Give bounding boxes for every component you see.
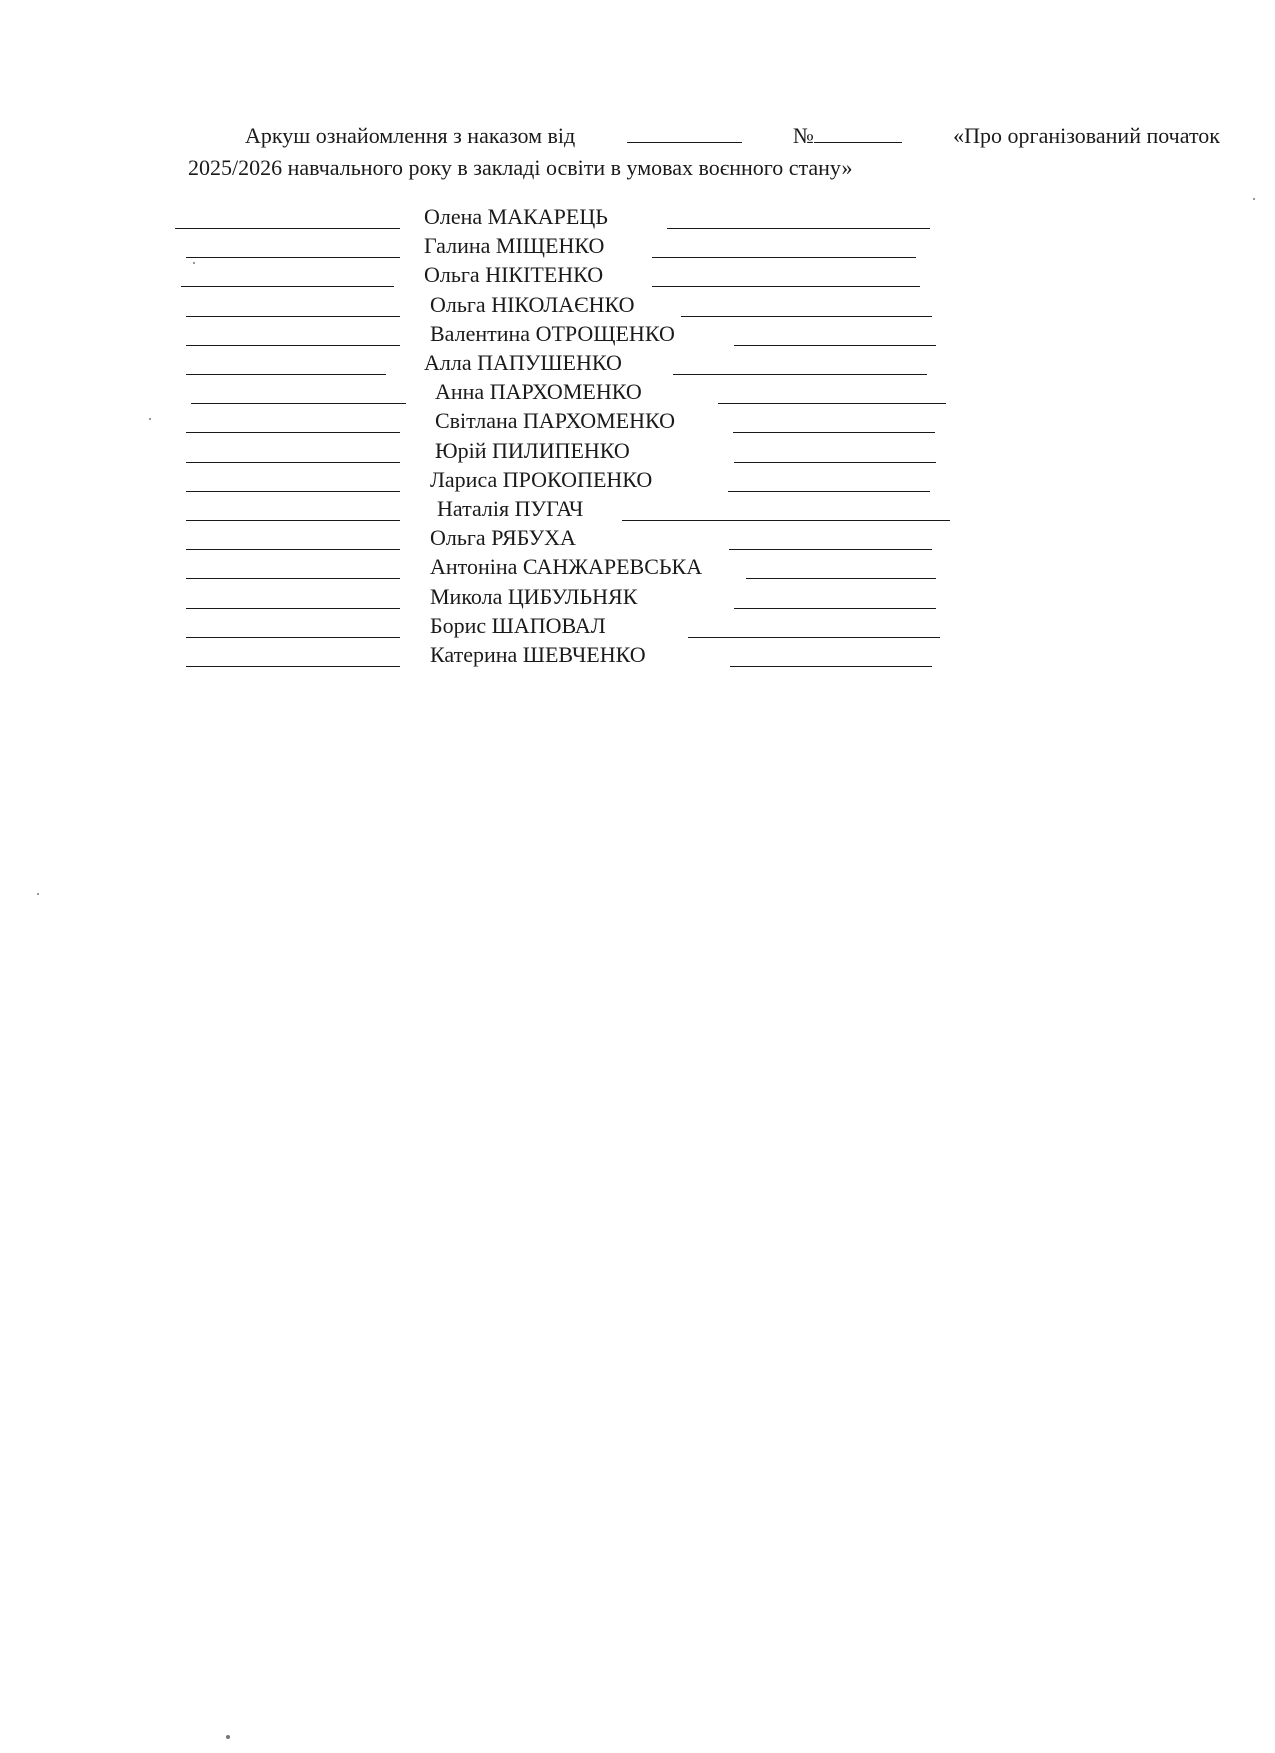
signature-line-right[interactable]	[734, 608, 936, 609]
employee-first-name: Ольга	[430, 292, 486, 317]
employee-first-name: Борис	[430, 613, 487, 638]
employee-name	[424, 261, 603, 289]
signature-line-left[interactable]	[186, 257, 400, 258]
employee-last-name: МАКАРЕЦЬ	[487, 204, 608, 229]
employee-first-name: Антоніна	[430, 554, 518, 579]
employee-first-name: Ольга	[424, 262, 480, 287]
employee-name	[430, 291, 635, 319]
employee-last-name: ЦИБУЛЬНЯК	[507, 584, 638, 609]
signature-line-left[interactable]	[186, 549, 400, 550]
employee-last-name: НІКОЛАЄНКО	[491, 292, 635, 317]
heading-text-acknowledgement: Аркуш ознайомлення з наказом від	[245, 123, 576, 148]
signature-line-right[interactable]	[734, 345, 936, 346]
employee-last-name: РЯБУХА	[491, 525, 576, 550]
employee-name	[430, 466, 652, 494]
signature-line-left[interactable]	[191, 403, 406, 404]
order-number-group	[793, 120, 902, 152]
signature-line-right[interactable]	[673, 374, 927, 375]
employee-first-name: Микола	[430, 584, 503, 609]
signature-line-right[interactable]	[652, 257, 916, 258]
heading-order-title-start: «Про організований початок	[953, 123, 1220, 148]
signature-line-left[interactable]	[186, 316, 400, 317]
scan-speck	[193, 262, 195, 264]
employee-name	[435, 437, 630, 465]
employee-first-name: Світлана	[435, 408, 518, 433]
employee-last-name: ШАПОВАЛ	[491, 613, 606, 638]
signature-line-right[interactable]	[718, 403, 946, 404]
employee-name	[430, 583, 637, 611]
employee-first-name: Наталія	[437, 496, 510, 521]
signature-line-right[interactable]	[652, 286, 920, 287]
signature-line-left[interactable]	[186, 345, 400, 346]
employee-last-name: ПАРХОМЕНКО	[489, 379, 642, 404]
signature-line-left[interactable]	[186, 608, 400, 609]
signature-line-left[interactable]	[186, 374, 386, 375]
scan-speck	[149, 418, 151, 420]
employee-last-name: ПИЛИПЕНКО	[492, 438, 630, 463]
employee-first-name: Анна	[435, 379, 485, 404]
signature-line-right[interactable]	[730, 666, 932, 667]
employee-first-name: Галина	[424, 233, 491, 258]
employee-name	[424, 349, 622, 377]
signature-line-right[interactable]	[733, 432, 935, 433]
scan-speck	[1253, 198, 1255, 200]
employee-last-name: ПРОКОПЕНКО	[502, 467, 653, 492]
employee-first-name: Алла	[424, 350, 472, 375]
employee-name	[435, 378, 642, 406]
employee-name	[430, 612, 606, 640]
employee-name	[430, 320, 675, 348]
employee-last-name: ОТРОЩЕНКО	[535, 321, 675, 346]
employee-first-name: Юрій	[435, 438, 487, 463]
signature-line-left[interactable]	[186, 432, 400, 433]
employee-first-name: Лариса	[430, 467, 498, 492]
employee-name	[424, 203, 608, 231]
order-number-blank-field[interactable]	[814, 124, 902, 143]
employee-name	[430, 553, 702, 581]
signature-line-left[interactable]	[181, 286, 394, 287]
employee-first-name: Ольга	[430, 525, 486, 550]
employee-last-name: МІЩЕНКО	[495, 233, 605, 258]
signature-line-left[interactable]	[186, 462, 400, 463]
scan-speck	[226, 1735, 230, 1739]
date-blank-field[interactable]	[627, 124, 742, 143]
employee-first-name: Катерина	[430, 642, 518, 667]
employee-last-name: САНЖАРЕВСЬКА	[522, 554, 703, 579]
scan-speck	[37, 893, 39, 895]
employee-last-name: ПАПУШЕНКО	[477, 350, 622, 375]
signature-line-right[interactable]	[667, 228, 930, 229]
signature-line-left[interactable]	[186, 520, 400, 521]
employee-last-name: ПАРХОМЕНКО	[523, 408, 676, 433]
signature-line-left[interactable]	[175, 228, 400, 229]
signature-line-right[interactable]	[746, 578, 936, 579]
signature-line-right[interactable]	[728, 491, 930, 492]
employee-name	[430, 641, 646, 669]
employee-name	[435, 407, 675, 435]
signature-line-left[interactable]	[186, 666, 400, 667]
signature-line-right[interactable]	[729, 549, 932, 550]
heading-line-2: 2025/2026 навчального року в закладі освіти в умовах воєнного стану»	[188, 155, 853, 180]
employee-name	[437, 495, 583, 523]
signature-line-left[interactable]	[186, 637, 400, 638]
number-sign: №	[792, 123, 814, 148]
signature-line-right[interactable]	[681, 316, 932, 317]
employee-name	[424, 232, 604, 260]
employee-name	[430, 524, 576, 552]
signature-line-left[interactable]	[186, 578, 400, 579]
employee-last-name: НІКІТЕНКО	[485, 262, 604, 287]
employee-first-name: Валентина	[430, 321, 531, 346]
signature-line-right[interactable]	[734, 462, 936, 463]
employee-first-name: Олена	[424, 204, 483, 229]
heading-line-1	[188, 120, 1220, 152]
signature-line-right[interactable]	[688, 637, 940, 638]
employee-last-name: ПУГАЧ	[514, 496, 584, 521]
signature-line-left[interactable]	[186, 491, 400, 492]
signature-line-right[interactable]	[622, 520, 950, 521]
employee-last-name: ШЕВЧЕНКО	[522, 642, 646, 667]
document-heading	[188, 120, 1220, 184]
